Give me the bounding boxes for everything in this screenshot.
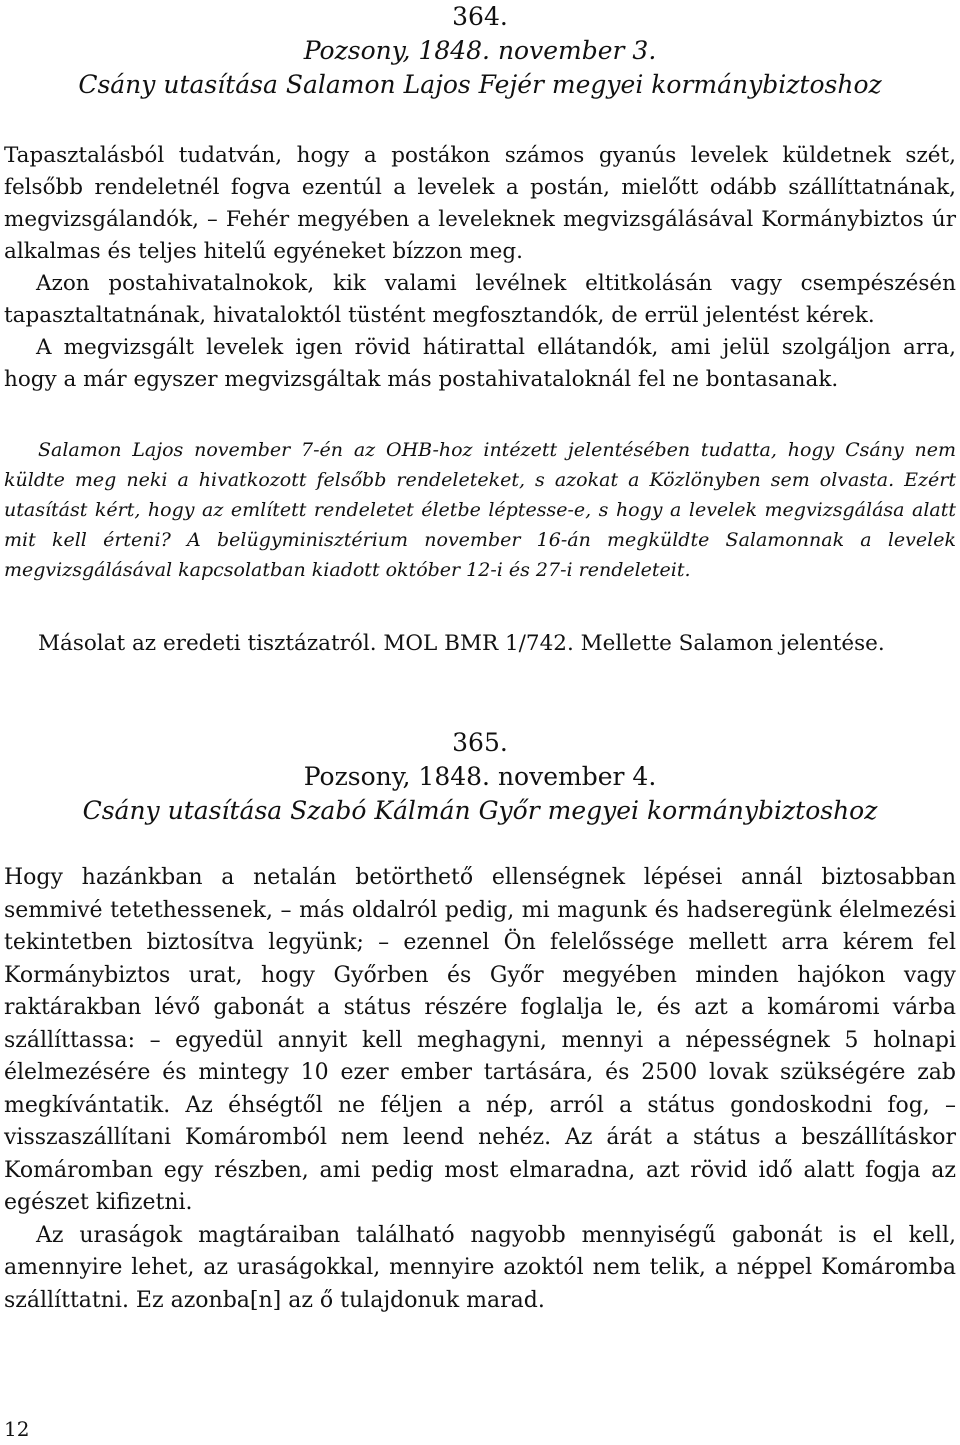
- paragraph: A megvizsgált levelek igen rövid hátirattal ellátandók, ami jelül szolgáljon arra, hogy a már egyszer megvizsgáltak más postahivataloknál fel ne bontasanak.: [4, 335, 956, 392]
- document-number: 365.: [452, 728, 508, 757]
- paragraph: Az uraságok magtáraiban található nagyobb mennyiségű gabonát is el kell, amennyire lehet, az uraságokkal, mennyire azoktól nem telik, a néppel Komáromba szállíttatni. Ez azonba[n] az ő tulajdonuk marad.: [4, 1222, 956, 1313]
- document-body: [4, 862, 956, 1317]
- source-note: Másolat az eredeti tisztázatról. MOL BMR 1/742. Mellette Salamon jelentése.: [38, 631, 885, 656]
- document-number: 364.: [452, 2, 508, 31]
- document-date: Pozsony, 1848. november 3.: [303, 36, 657, 65]
- document-date: Pozsony, 1848. november 4.: [303, 762, 657, 791]
- document-365: [0, 726, 960, 828]
- editorial-note: Salamon Lajos november 7-én az OHB-hoz intézett jelentésében tudatta, hogy Csány nem küldte meg neki a hivatkozott felsőbb rendeleteket, s azokat a Közlönyben sem olvasta. Ezért utasítást kért, hogy az említett rendeletet életbe léptesse-e, s hogy a levelek megvizsgálása alatt mit kell érteni? A belügyminisztérium november 16-án megküldte Salamonnak a levelek megvizsgálásával kapcsolatban kiadott október 12-i és 27-i rendeleteit.: [4, 439, 956, 581]
- paragraph: Hogy hazánkban a netalán betörthető ellenségnek lépései annál biztosabban semmivé tetethessenek, – más oldalról pedig, mi magunk és hadseregünk élelmezési tekintetben biztosítva legyünk; – ezennel Ön felelőssége mellett arra kérem fel Kormánybiztos urat, hogy Győrben és Győr megyében minden hajókon vagy raktárakban lévő gabonát a státus részére foglalja le, és azt a komáromi várba szállíttassa: – egyedül annyit kell meghagyni, mennyi a népességnek 5 holnapi élelmezésére és mintegy 10 ezer ember tartására, és 2500 lovak szükségére zab megkívántatik. Az éhségtől ne féljen a nép, arról a státus gondoskodni fog, – visszaszállítani Komáromból nem leend nehéz. Az árát a státus a beszállításkor Komáromban egy részben, ami pedig most elmaradna, azt rövid idő alatt fogja az egészet kifizetni.: [4, 865, 956, 1215]
- document-body: [4, 140, 956, 396]
- document-364: [0, 0, 960, 656]
- document-title: Csány utasítása Salamon Lajos Fejér megyei kormánybiztoshoz: [78, 70, 882, 99]
- paragraph: Tapasztalásból tudatván, hogy a postákon számos gyanús levelek küldetnek szét, felsőbb rendeletnél fogva ezentúl a levelek a postán, mielőtt odább szállíttatnának, megvizsgálandók, – Fehér megyében a leveleknek megvizsgálásával Kormánybiztos úr alkalmas és teljes hitelű egyéneket bízzon meg.: [4, 143, 956, 264]
- document-title: Csány utasítása Szabó Kálmán Győr megyei kormánybiztoshoz: [82, 796, 878, 825]
- page-number: 12: [4, 1417, 30, 1441]
- paragraph: Azon postahivatalnokok, kik valami levélnek eltitkolásán vagy csempészésén tapasztaltatnának, hivataloktól tüstént megfosztandók, de errül jelentést kérek.: [4, 271, 956, 328]
